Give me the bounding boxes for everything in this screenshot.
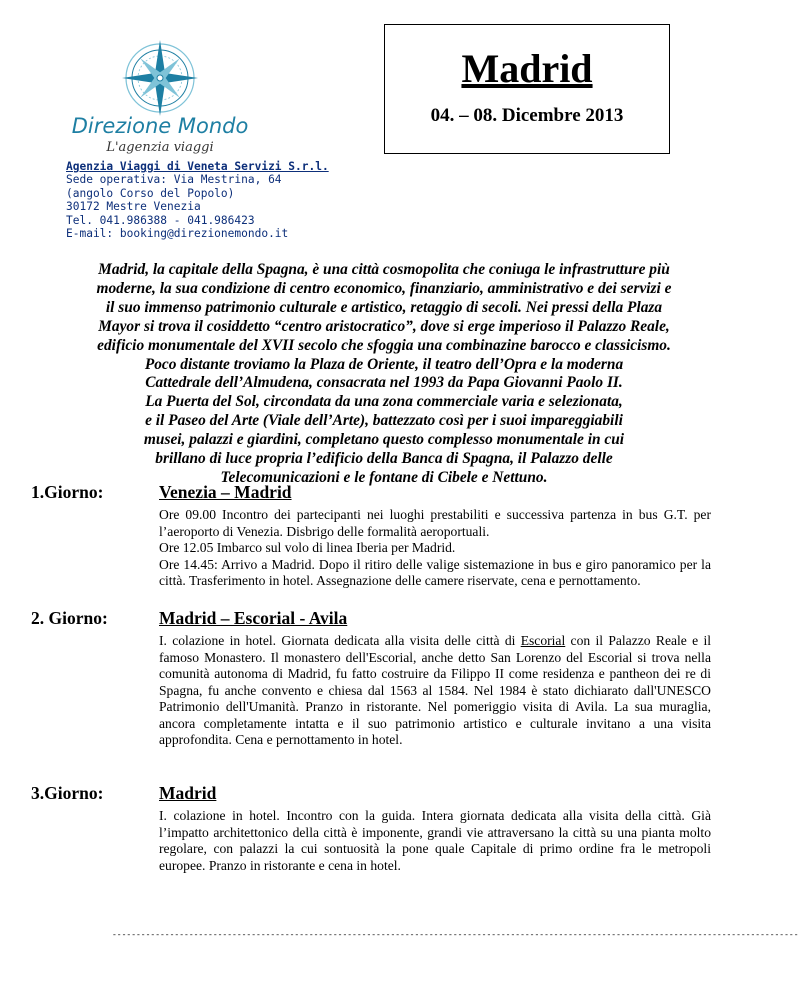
intro-line: La Puerta del Sol, circondata da una zona commerciale varia e selezionata, <box>145 393 623 411</box>
intro-line: il suo immenso patrimonio culturale e artistico, retaggio di secoli. Nei pressi della Plaza <box>105 298 663 316</box>
day-paragraph: Ore 09.00 Incontro dei partecipanti nei luoghi prestabiliti e successiva partenza in bus G.T. per l’aeroporto di Venezia. Disbrigo delle formalità aeroportuali. <box>159 507 711 539</box>
title-box <box>384 24 670 154</box>
intro-line: e il Paseo del Arte (Viale dell’Arte), battezzato così per i suoi impareggiabili <box>145 412 623 430</box>
compass-rose-icon <box>115 38 205 118</box>
company-name: Agenzia Viaggi di Veneta Servizi S.r.l. <box>66 160 329 173</box>
intro-paragraph <box>58 261 710 488</box>
address-line: (angolo Corso del Popolo) <box>66 186 235 200</box>
page-title: Madrid <box>461 46 593 91</box>
email-line: E-mail: booking@direzionemondo.it <box>66 227 289 241</box>
day-description <box>159 808 711 874</box>
footer-divider: ----------------------------------------------------------------------------------------------------------------------------------------------- <box>112 931 799 940</box>
intro-line: musei, palazzi e giardini, completano questo complesso monumentale in cui <box>143 431 625 449</box>
trip-dates: 04. – 08. Dicembre 2013 <box>430 105 624 126</box>
intro-line: Telecomunicazioni e le fontane di Cibele e Nettuno. <box>220 468 548 486</box>
address-line: 30172 Mestre Venezia <box>66 200 201 214</box>
logo-name: Direzione Mondo <box>71 114 249 138</box>
intro-line: Madrid, la capitale della Spagna, è una città cosmopolita che coniuga le infrastrutture più <box>98 261 670 278</box>
day-title: Madrid – Escorial - Avila <box>159 608 348 628</box>
day-number: 1.Giorno: <box>31 482 104 502</box>
day-number: 3.Giorno: <box>31 783 104 803</box>
intro-line: brillano di luce propria l’edificio della Banca di Spagna, il Palazzo delle <box>155 450 613 468</box>
intro-line: edificio monumentale del XVII secolo che sfoggia una combinazine barocco e classicismo. <box>97 336 671 354</box>
day-paragraph: I. colazione in hotel. Incontro con la guida. Intera giornata dedicata alla visita della città. Già l’impatto architettonico della città è imponente, grandi vie attraversano la città su una pianta molto regolare, con palazzi la cui sontuosità la pone quale Capitale di primo ordine fra le metropoli europee. Pranzo in ristorante e cena in hotel. <box>159 808 711 873</box>
day-paragraph: Ore 14.45: Arrivo a Madrid. Dopo il ritiro delle valige sistemazione in bus e giro panoramico per la città. Trasferimento in hotel. Assegnazione delle camere riservate, cena e pernottamento. <box>159 556 711 588</box>
day-paragraph: Ore 12.05 Imbarco sul volo di linea Iberia per Madrid. <box>159 540 456 555</box>
day-description <box>159 507 711 590</box>
day-text-part: I. colazione in hotel. Giornata dedicata alla visita delle città di <box>159 633 521 648</box>
day-description <box>159 633 711 749</box>
agency-logo <box>70 38 250 158</box>
day-paragraph <box>159 633 711 749</box>
day-title: Madrid <box>159 783 217 803</box>
day-number: 2. Giorno: <box>31 608 108 628</box>
intro-line: Mayor si trova il cosiddetto “centro aristocratico”, dove si erge imperioso il Palazzo Reale, <box>98 317 670 335</box>
intro-line: Poco distante troviamo la Plaza de Oriente, il teatro dell’Opra e la moderna <box>144 355 624 373</box>
logo-tagline: L'agenzia viaggi <box>106 140 214 155</box>
intro-line: Cattedrale dell’Almudena, consacrata nel 1993 da Papa Giovanni Paolo II. <box>145 374 623 392</box>
escorial-underlined: Escorial <box>520 633 566 648</box>
phone-line: Tel. 041.986388 - 041.986423 <box>66 213 255 227</box>
day-title: Venezia – Madrid <box>159 482 292 502</box>
day-text-part: con il Palazzo Reale e il famoso Monastero. Il monastero dell'Escorial, anche detto San Lorenzo del Escorial si trova nella comunità autonoma di Madrid, fu fatto costruire da Filippo II come residenza e pantheon dei re di Spagna, fu anche convento e chiesa dal 1563 al 1584. Nel 1984 è stato dichiarato dall'UNESCO Patrimonio dell'Umanità. Pranzo in ristorante. Nel pomeriggio visita di Avila. La sua muraglia, ancora completamente intatta e il suo patrimonio artistico e culturale invitano a una visita approfondita. Cena e pernottamento in hotel. <box>159 633 711 747</box>
contact-block <box>66 160 329 240</box>
intro-line: moderne, la sua condizione di centro economico, finanziario, amministrativo e dei servizi e <box>96 279 672 297</box>
address-line: Sede operativa: Via Mestrina, 64 <box>66 173 282 187</box>
